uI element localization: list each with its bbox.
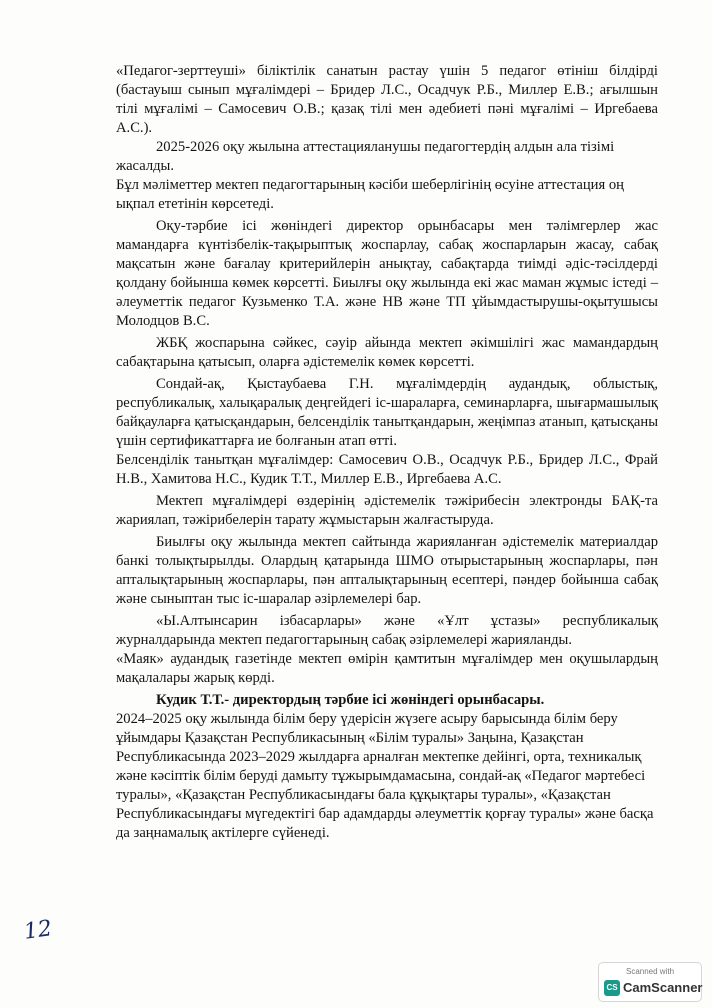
- paragraph-attestation-applicants: «Педагог-зерттеуші» біліктілік санатын растау үшін 5 педагог өтініш білдірді (бастауыш сынып мұғалімдері – Бридер Л.С., Осадчук Р.Б., Миллер Е.В.; ағылшын тілі мұғалімі – Самосевич О.В.; қазақ тілі мен әдебиеті пәні мұғалімі – Иргебаева А.С.).: [116, 63, 658, 136]
- paragraph-active-teachers: Белсенділік танытқан мұғалімдер: Самосевич О.В., Осадчук Р.Б., Бридер Л.С., Фрай Н.В., Хамитова Н.С., Кудик Т.Т., Миллер Е.В., Иргебаева А.С.: [116, 452, 658, 487]
- watermark-app-name: CamScanner: [623, 980, 703, 995]
- paragraph-legal-basis: 2024–2025 оқу жылында білім беру үдерісін жүзеге асыру барысында білім беру ұйымдары Қазақстан Республикасының «Білім туралы» Заңына, Қазақстан Республикасында 2023–2029 жылдарға арналған мектепке дейінгі, орта, техникалық және кәсіптік білім беруді дамыту тұжырымдамасына, сондай-ақ «Педагог мәртебесі туралы», «Қазақстан Республикасындағы бала құқықтары туралы», «Қазақстан Республикасындағы мүгедектігі бар адамдарды әлеуметтік қорғау туралы» және басқа да заңнамалық актілерге сүйенеді.: [116, 711, 654, 841]
- camscanner-watermark: [598, 962, 702, 1002]
- paragraph-teacher-events: Сондай-ақ, Қыстаубаева Г.Н. мұғалімдердің аудандық, облыстық, республикалық, халықаралық деңгейдегі іс-шараларға, семинарларға, шығармашылық байқауларға қатысқандарын, белсенділік танытқандарын, жеңімпаз атанып, қатысқаны үшін сертификаттарға ие болғанын атап өтті.: [116, 376, 658, 449]
- paragraph-journal-publications: «Ы.Алтынсарин ізбасарлары» және «Ұлт ұстазы» республикалық журналдарында мектеп педагогтарының сабақ әзірлемелері жарияланды.: [116, 613, 658, 648]
- paragraph-young-specialists: Оқу-тәрбие ісі жөніндегі директор орынбасары мен тәлімгерлер жас мамандарға күнтізбелік-тақырыптық жоспарлау, сабақ жоспарларын жасау, сабақ мақсатын және бағалау критерийлерін анықтау, сабақтарда тиімді әдіс-тәсілдерді қолдану бойынша көмек көрсетті. Биылғы оқу жылында екі жас маман жұмыс істеді – әлеуметтік педагог Кузьменко Т.А. және НВ және ТП ұйымдастырушы-оқытушысы Молодцов В.С.: [116, 218, 658, 329]
- paragraph-lesson-visits: ЖБҚ жоспарына сәйкес, сәуір айында мектеп әкімшілігі жас мамандардың сабақтарына қатысып, оларға әдістемелік көмек көрсетті.: [116, 335, 658, 370]
- paragraph-newspaper-articles: «Маяк» аудандық газетінде мектеп өмірін қамтитын мұғалімдер мен оқушылардың мақалалары жарық көрді.: [116, 651, 658, 686]
- paragraph-attestation-impact: Бұл мәліметтер мектеп педагогтарының кәсіби шеберлігінің өсуіне аттестация оң ықпал ететінін көрсетеді.: [116, 177, 624, 212]
- watermark-scanned-with: Scanned with: [625, 967, 675, 976]
- document-body: [116, 62, 658, 843]
- paragraph-media-experience: Мектеп мұғалімдері өздерінің әдістемелік тәжірибесін электронды БАҚ-та жариялап, тәжірибелерін тарату жұмыстарын жалғастыруда.: [116, 493, 658, 528]
- page-number: 12: [22, 916, 54, 945]
- paragraph-materials-bank: Биылғы оқу жылында мектеп сайтында жарияланған әдістемелік материалдар банкі толықтырылды. Олардың қатарында ШМО отырыстарының жоспарлары, пән апталықтарының жоспарлары, пән апталықтарының есептері, пәндер бойынша сабақ және сыныптан тыс іс-шаралар әзірлемелері бар.: [116, 534, 658, 607]
- camscanner-logo-icon: CS: [604, 980, 620, 996]
- section-heading-deputy-director: Кудик Т.Т.- директордың тәрбие ісі жөніндегі орынбасары.: [156, 692, 545, 708]
- paragraph-attestation-list: 2025-2026 оқу жылына аттестацияланушы педагогтердің алдын ала тізімі жасалды.: [116, 139, 615, 174]
